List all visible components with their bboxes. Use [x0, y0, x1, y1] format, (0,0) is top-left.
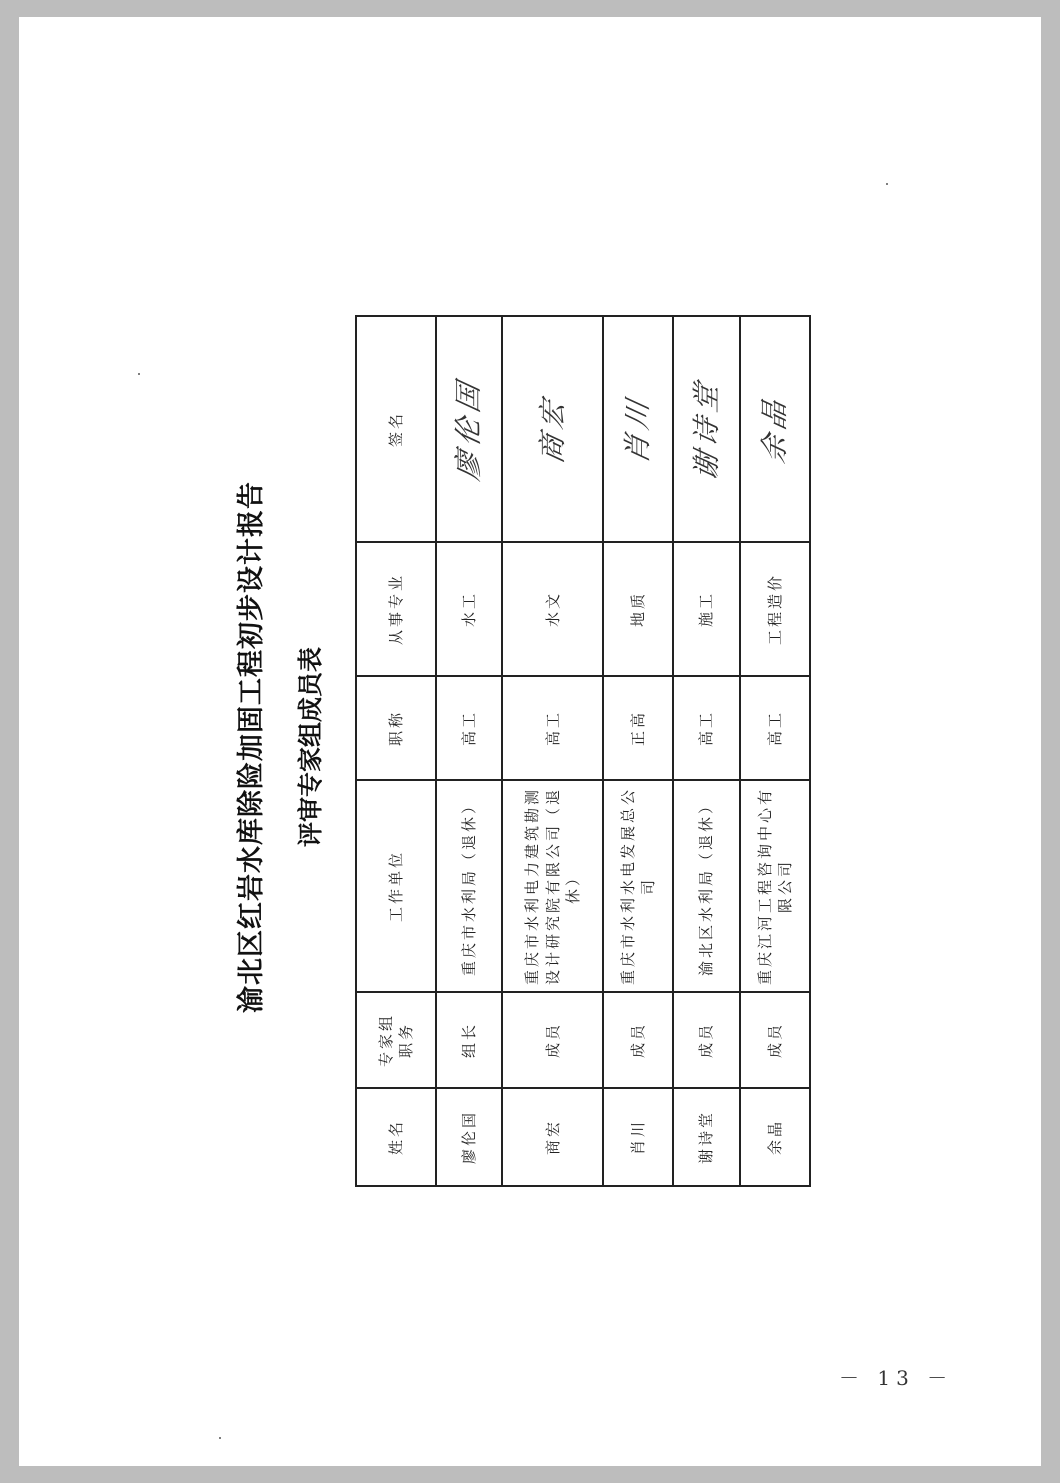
rotated-content: [229, 307, 829, 1187]
member-role: 成员: [740, 992, 810, 1088]
handwritten-signature: 余晶: [757, 391, 791, 467]
expert-members-table: [355, 315, 811, 1187]
member-role: 组长: [436, 992, 502, 1088]
page-number: － 13 －: [839, 1366, 954, 1390]
member-title: 高工: [740, 676, 810, 780]
report-title: 渝北区红岩水库除险加固工程初步设计报告: [236, 481, 267, 1013]
member-name: 谢诗堂: [673, 1088, 739, 1186]
member-unit: 重庆江河工程咨询中心有限公司: [740, 780, 810, 992]
member-name: 商宏: [502, 1088, 603, 1186]
member-signature: [603, 316, 673, 542]
member-unit: 重庆市水利水电发展总公司: [603, 780, 673, 992]
table-row: [502, 316, 603, 1186]
header-role: 专家组 职务: [356, 992, 436, 1088]
table-row: [740, 316, 810, 1186]
header-unit: 工作单位: [356, 780, 436, 992]
member-title: 正高: [603, 676, 673, 780]
member-specialty: 工程造价: [740, 542, 810, 676]
handwritten-signature: 商宏: [535, 391, 569, 467]
member-title: 高工: [502, 676, 603, 780]
member-role: 成员: [502, 992, 603, 1088]
member-specialty: 地质: [603, 542, 673, 676]
member-specialty: 水工: [436, 542, 502, 676]
scan-speck: [886, 183, 888, 185]
member-name: 廖伦国: [436, 1088, 502, 1186]
member-signature: [740, 316, 810, 542]
scan-speck: [219, 1437, 221, 1439]
table-subtitle: 评审专家组成员表: [296, 647, 325, 848]
member-specialty: 水文: [502, 542, 603, 676]
header-specialty: 从事专业: [356, 542, 436, 676]
member-role: 成员: [603, 992, 673, 1088]
member-signature: [436, 316, 502, 542]
member-unit: 重庆市水利局（退休）: [436, 780, 502, 992]
member-name: 余晶: [740, 1088, 810, 1186]
header-title: 职称: [356, 676, 436, 780]
member-unit: 渝北区水利局（退休）: [673, 780, 739, 992]
handwritten-signature: 廖伦国: [452, 374, 486, 484]
scan-speck: [138, 373, 140, 375]
member-signature: [502, 316, 603, 542]
table-row: [436, 316, 502, 1186]
handwritten-signature: 肖川: [621, 391, 655, 467]
member-name: 肖川: [603, 1088, 673, 1186]
header-name: 姓名: [356, 1088, 436, 1186]
table-row: [603, 316, 673, 1186]
member-title: 高工: [436, 676, 502, 780]
document-page: [19, 17, 1041, 1466]
member-role: 成员: [673, 992, 739, 1088]
header-signature: 签名: [356, 316, 436, 542]
table-header-row: [356, 316, 436, 1186]
member-title: 高工: [673, 676, 739, 780]
table-row: [673, 316, 739, 1186]
member-specialty: 施工: [673, 542, 739, 676]
member-unit: 重庆市水利电力建筑勘测设计研究院有限公司（退休）: [502, 780, 603, 992]
member-signature: [673, 316, 739, 542]
handwritten-signature: 谢诗堂: [689, 374, 723, 484]
